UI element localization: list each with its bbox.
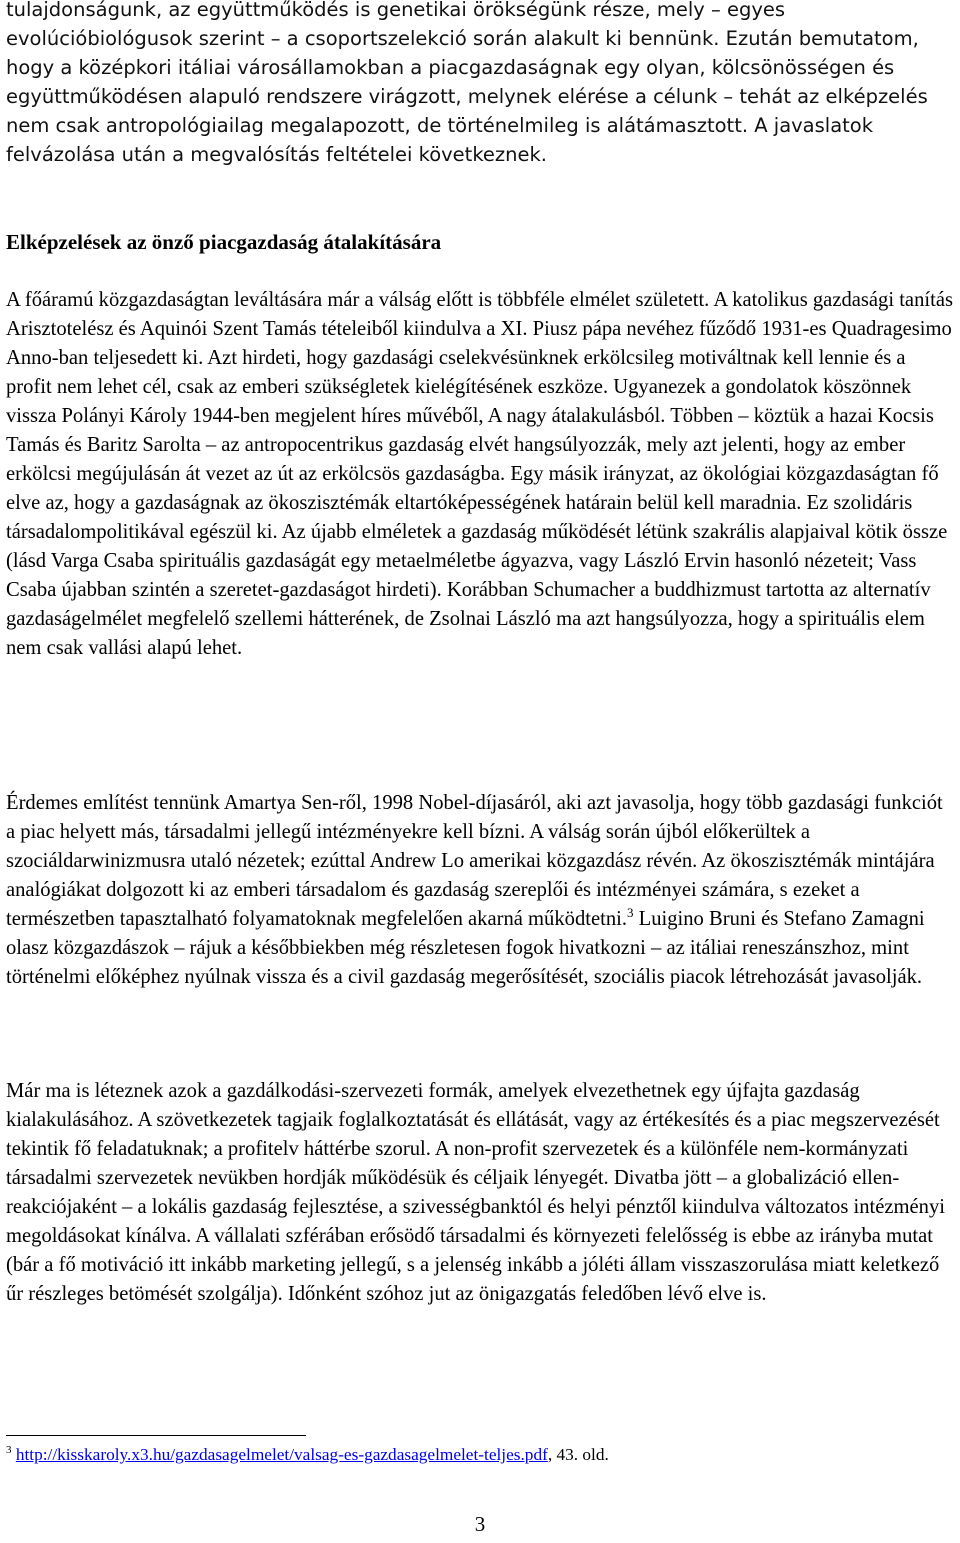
footnote-number: 3 <box>6 1444 12 1457</box>
body-paragraph-3: Már ma is léteznek azok a gazdálkodási-szervezeti formák, amelyek elvezethetnek egy újfajta gazdaság kialakulásához. A szövetkezetek tagjaik foglalkoztatását és ellátását, vagy az értékesítés és a piac megszervezését tekintik fő feladatuknak; a profitelv háttérbe szorul. A non-profit szervezetek és a különféle nem-kormányzati társadalmi szervezetek nevükben hordják működésük és céljaik lényegét. Divatba jött – a globalizáció ellen-reakciójaként – a lokális gazdaság fejlesztése, a szivességbanktól és helyi pénztől kiindulva változatos intézményi megoldásokat kínálva. A vállalati szférában erősödő társadalmi és környezeti felelősség is ebbe az irányba mutat (bár a fő motiváció itt inkább marketing jellegű, s a jelenség inkább a jóléti állam visszaszorulása miatt keletkező űr részleges betömését szolgálja). Időnként szóhoz jut az önigazgatás feledőben lévő elve is. <box>6 1080 945 1305</box>
page-number: 3 <box>474 1512 486 1536</box>
body-paragraph-2 <box>6 789 954 992</box>
footnote-suffix: , 43. old. <box>547 1445 609 1464</box>
footnote-reference[interactable]: 3 <box>627 905 634 921</box>
intro-paragraph: tulajdonságunk, az együttműködés is genetikai örökségünk része, mely – egyes evolúcióbiológusok szerint – a csoportszelekció során alakult ki bennünk. Ezután bemutatom, hogy a középkori itáliai városállamokban a piacgazdaságnak egy olyan, kölcsönösségen és együttműködésen alapuló rendszere virágzott, melynek elérése a célunk – tehát az elképzelés nem csak antropológiailag megalapozott, de történelmileg is alátámasztott. A javaslatok felvázolása után a megvalósítás feltételei következnek. <box>6 0 928 166</box>
footnote <box>6 1443 954 1467</box>
footnote-separator <box>6 1435 306 1436</box>
footnote-link[interactable]: http://kisskaroly.x3.hu/gazdasagelmelet/valsag-es-gazdasagelmelet-teljes.pdf <box>15 1445 548 1464</box>
paragraph-2-text-before-ref: Érdemes említést tennünk Amartya Sen-ről, 1998 Nobel-díjasáról, aki azt javasolja, hogy több gazdasági funkciót a piac helyett más, társadalmi jellegű intézményekre kell bízni. A válság során újból előkerültek a szociáldarwinizmusra utaló nézetek; ezúttal Andrew Lo amerikai közgazdász révén. Az ökoszisztémák mintájára analógiákat dolgozott ki az emberi társadalom és gazdaság szereplői és intézményei számára, s ezeket a természetben tapasztalható folyamatoknak megfelelően akarná működtetni. <box>6 792 943 930</box>
section-heading: Elképzelések az önző piacgazdaság átalakítására <box>6 230 442 254</box>
body-paragraph-1: A főáramú közgazdaságtan leváltására már a válság előtt is többféle elmélet született. A katolikus gazdasági tanítás Arisztotelész és Aquinói Szent Tamás tételeiből kiindulva a XI. Piusz pápa nevéhez fűződő 1931-es Quadragesimo Anno-ban teljesedett ki. Azt hirdeti, hogy gazdasági cselekvésünknek erkölcsileg motiváltnak kell lennie és a profit nem lehet cél, csak az emberi szükségletek kielégítésének eszköze. Ugyanezek a gondolatok köszönnek vissza Polányi Károly 1944-ben megjelent híres művéből, A nagy átalakulásból. Többen – köztük a hazai Kocsis Tamás és Baritz Sarolta – az antropocentrikus gazdaság elvét hangsúlyozzák, mely azt jelenti, hogy az ember erkölcsi megújulásán át vezet az út az erkölcsös gazdaságba. Egy másik irányzat, az ökológiai közgazdaságtan fő elve az, hogy a gazdaságnak az ökoszisztémák eltartóképességének határain belül kell maradnia. Ez szolidáris társadalompolitikával egészül ki. Az újabb elméletek a gazdaság működését létünk szakrális alapjaival kötik össze (lásd Varga Csaba spirituális gazdaságát egy metaelméletbe ágyazva, vagy László Ervin hasonló nézeteit; Vass Csaba újabban szintén a szeretet-gazdaságot hirdeti). Korábban Schumacher a buddhizmust tartotta az alternatív gazdaságelmélet megfelelő szellemi hátterének, de Zsolnai László ma azt hangsúlyozza, hogy a spirituális elem nem csak vallási alapú lehet. <box>6 289 953 659</box>
paragraph-2-text-after-ref: Luigino Bruni és Stefano Zamagni olasz közgazdászok – rájuk a későbbiekben még részletesen fogok hivatkozni – az itáliai reneszánszhoz, mint történelmi előképhez nyúlnak vissza és a civil gazdaság megerősítését, szociális piacok létrehozását javasolják. <box>6 908 925 988</box>
